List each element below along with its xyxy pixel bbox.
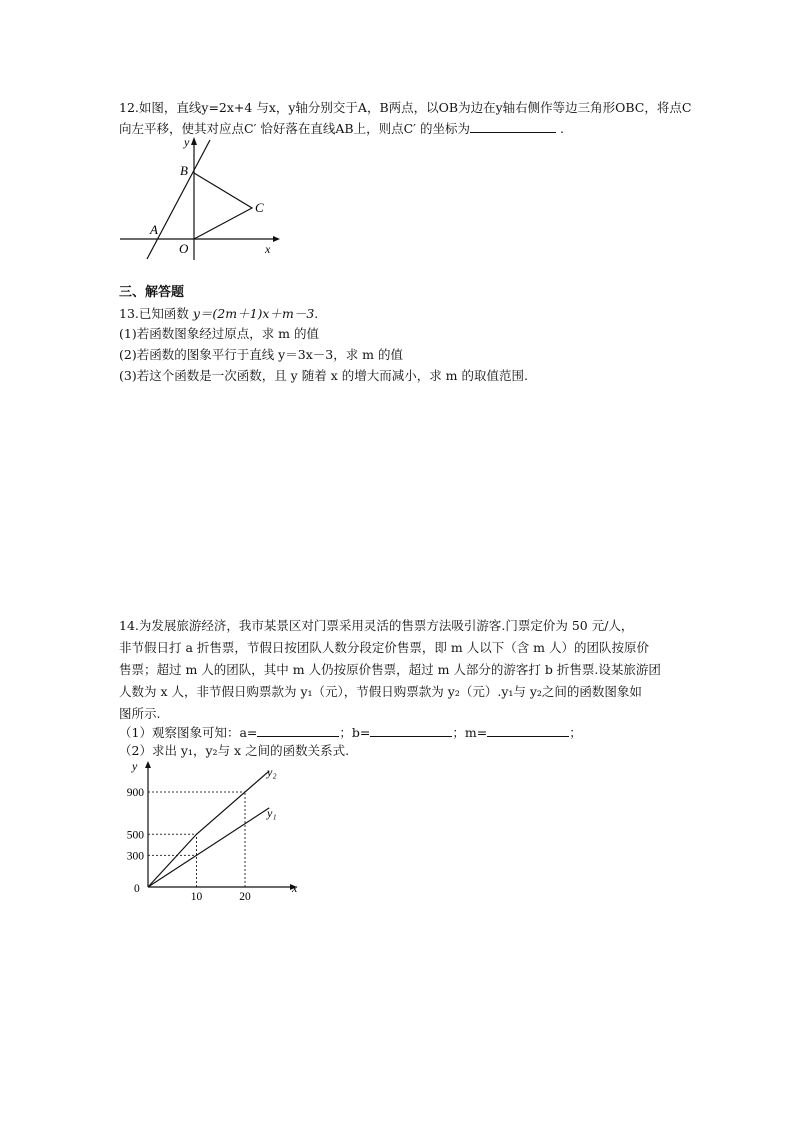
y-axis-arrow	[145, 761, 151, 768]
q13-part2: (2)若函数的图象平行于直线 y＝3x－3，求 m 的值	[119, 347, 403, 362]
q14-line1: 14.为发展旅游经济，我市某景区对门票采用灵活的售票方法吸引游客.门票定价为 50 元/人，	[119, 618, 634, 633]
q14-blank-a[interactable]	[257, 724, 339, 737]
q14-line2: 非节假日打 a 折售票，节假日按团队人数分段定价售票，即 m 人以下（含 m 人）的团队按原价	[119, 640, 650, 655]
y-tick-label-900: 900	[126, 787, 144, 800]
y-tick-label-500: 500	[126, 829, 144, 842]
section-heading: 三、解答题	[119, 285, 185, 300]
x-tick-label-20: 20	[239, 891, 251, 903]
q13-part3: (3)若这个函数是一次函数，且 y 随着 x 的增大而减小，求 m 的取值范围.	[119, 368, 528, 383]
series-label-y2: y₂	[267, 765, 277, 779]
q14-line4: 人数为 x 人，非节假日购票款为 y₁（元），节假日购票款为 y₂（元）.y₁与 y₂之间的函数图象如	[119, 684, 642, 699]
q12-label-x: x	[265, 242, 271, 256]
q14-line3: 售票；超过 m 人的团队，其中 m 人仍按原价售票，超过 m 人部分的游客打 b 折售票.设某旅游团	[119, 662, 661, 677]
q12-label-b: B	[180, 163, 188, 178]
q13-stem: 13.已知函数 y＝(2m＋1)x＋m－3.	[119, 306, 319, 321]
q14-chart	[112, 758, 312, 908]
q12-triangle-obc	[194, 173, 252, 239]
q14-part1: （1）观察图象可知：a= ；b= ；m= ；	[119, 725, 582, 740]
series-label-y1: y₁	[267, 806, 277, 820]
q12-y-arrow	[191, 137, 197, 145]
q14-blank-b[interactable]	[370, 724, 452, 737]
q14-part2: （2）求出 y₁，y₂与 x 之间的函数关系式.	[119, 743, 350, 758]
q12-x-arrow	[273, 236, 280, 242]
q14-blank-m[interactable]	[487, 724, 569, 737]
q12-label-a: A	[150, 222, 158, 237]
q12-figure	[115, 135, 290, 260]
x-axis-label: x	[292, 881, 298, 895]
q14-line5: 图所示.	[119, 706, 161, 721]
y-axis-label: y	[132, 759, 138, 773]
q12-answer-blank[interactable]	[470, 120, 556, 133]
q12-label-y: y	[184, 135, 190, 149]
y-tick-label-300: 300	[126, 850, 144, 863]
q12-line1: 12.如图，直线y=2x+4 与x，y轴分别交于A，B两点，以OB为边在y轴右侧作等边三角形OBC，将点C	[119, 100, 692, 115]
q12-label-c: C	[255, 200, 264, 215]
series-line-2	[148, 771, 269, 887]
series-line-1	[148, 808, 269, 887]
q12-label-o: O	[179, 241, 189, 256]
q13-part1: (1)若函数图象经过原点，求 m 的值	[119, 326, 320, 341]
x-tick-label-10: 10	[190, 891, 203, 903]
q12-line2: 向左平移，使其对应点C′ 恰好落在直线AB上，则点C′ 的坐标为 .	[119, 121, 564, 136]
origin-label: 0	[134, 883, 140, 895]
